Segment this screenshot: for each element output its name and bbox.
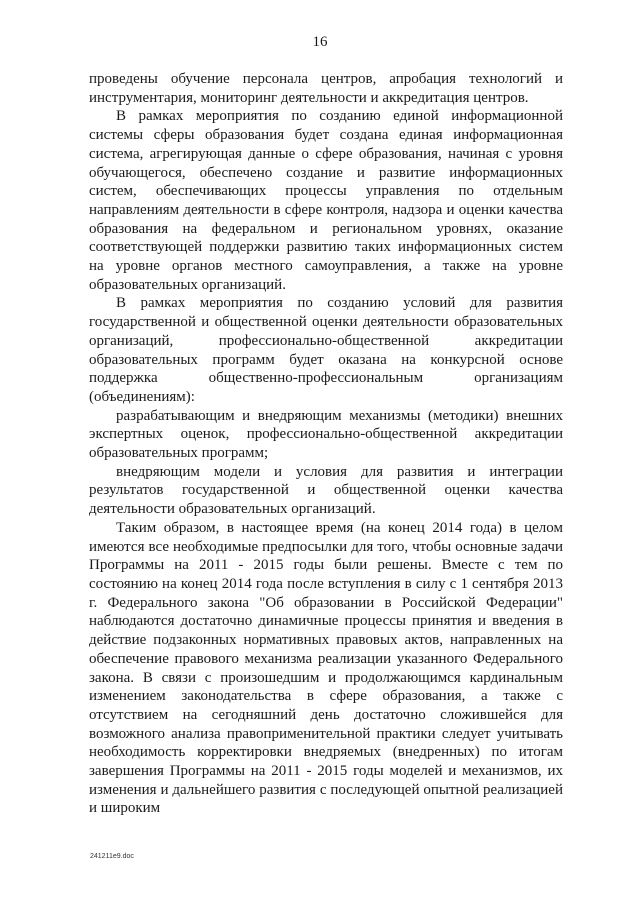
paragraph-conclusion: Таким образом, в настоящее время (на конец 2014 года) в целом имеются все необходимые предпосылки для того, чтобы основные задачи Программы на 2011 - 2015 годы были решены. Вместе с тем по состоянию на конец 2014 года после вступления в силу с 1 сентября 2013 г. Федерального закона "Об образовании в Российской Федерации" наблюдаются достаточно динамичные процессы принятия и введения в действие подзаконных нормативных правовых актов, направленных на обеспечение правового механизма реализации указанного Федерального закона. В связи с произошедшим и продолжающимся кардинальным изменением законодательства в сфере образования, а также с отсутствием на сегодняшний день достаточно сложившейся для возможного анализа правоприменительной практики следует учитывать необходимость корректировки внедряемых (внедренных) по итогам завершения Программы на 2011 - 2015 годы моделей и механизмов, их изменения и дальнейшего развития с последующей опытной реализацией и широким — [89, 519, 563, 817]
body-text — [89, 70, 563, 818]
paragraph-assessment-conditions: В рамках мероприятия по созданию условий для развития государственной и общественной оценки деятельности образовательных организаций, профессионально-общественной аккредитации образовательных программ будет оказана на конкурсной основе поддержка общественно-профессиональным организациям (объединениям): — [89, 295, 563, 405]
paragraph-integration-models: внедряющим модели и условия для развития и интеграции результатов государственной и общественной оценки качества деятельности образовательных организаций. — [89, 463, 563, 518]
page-number: 16 — [312, 34, 328, 50]
paragraph-expert-methods: разрабатывающим и внедряющим механизмы (методики) внешних экспертных оценок, профессионально-общественной аккредитации образовательных программ; — [89, 407, 563, 462]
paragraph-continuation: проведены обучение персонала центров, апробация технологий и инструментария, мониторинг деятельности и аккредитация центров. — [89, 71, 563, 106]
file-name-footer: 241211e9.doc — [90, 853, 134, 860]
paragraph-information-system: В рамках мероприятия по созданию единой информационной системы сферы образования будет создана единая информационная система, агрегирующая данные о сфере образования, начиная с уровня обучающегося, обеспечено создание и развитие информационных систем, обеспечивающих процессы управления по отдельным направлениям деятельности в сфере контроля, надзора и оценки качества образования на федеральном и региональном уровнях, оказание соответствующей поддержки развитию таких информационных систем на уровне органов местного самоуправления, а также на уровне образовательных организаций. — [89, 108, 563, 293]
